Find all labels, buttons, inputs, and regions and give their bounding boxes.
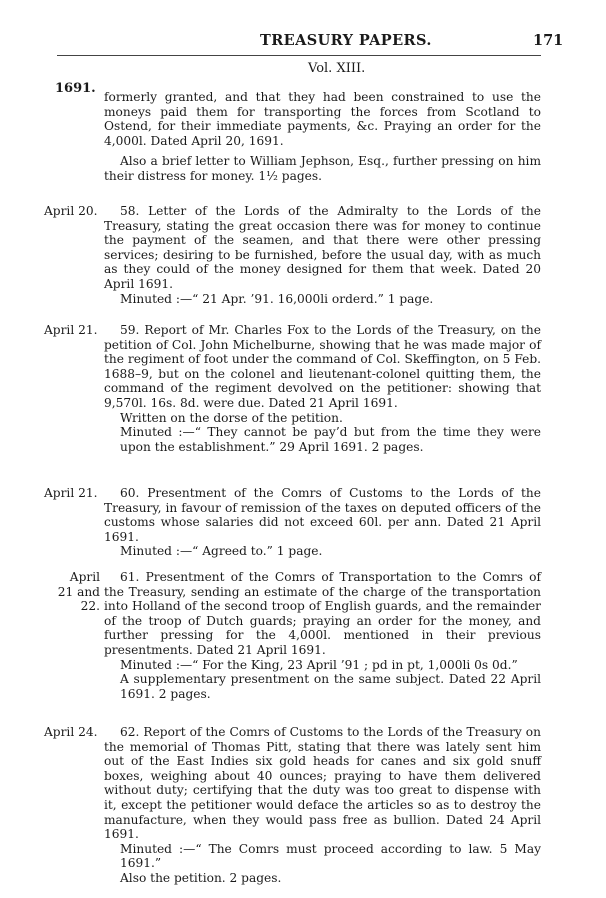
entry-text: 58. Letter of the Lords of the Admiralty to the Lords of the Treasury, stating the great occasion there was for money to continue the payment of the seamen, and that there were other pressing services; desiring to be furnished, before the usual day, with as much as they could of the money designed for them that week. Dated 20 April 1691.	[104, 204, 541, 291]
entry-59	[104, 323, 541, 454]
entry-61	[104, 570, 541, 701]
entry-text: 61. Presentment of the Comrs of Transportation to the Comrs of the Treasury, sending an estimate of the charge of the transportation into Holland of the second troop of English guards, and the remainder of the troop of Dutch guards; praying an order for the money, and further pressing for the 4,000l. mentioned in their previous presentments. Dated 21 April 1691.	[104, 570, 541, 657]
entry-date-line-2: 21 and 22.	[57, 584, 100, 614]
entry-date: April 24.	[44, 725, 98, 739]
entry-date	[44, 570, 104, 614]
year-marginal: 1691.	[55, 81, 96, 96]
entry-minute: Minuted :—“ The Comrs must proceed according to law. 5 May 1691.”	[120, 841, 541, 871]
entry-58	[104, 204, 541, 306]
entry-date: April 21.	[44, 486, 98, 500]
entry-minute: Minuted :—“ 21 Apr. ’91. 16,000li orderd.” 1 page.	[120, 291, 434, 306]
entry-text: 60. Presentment of the Comrs of Customs to the Lords of the Treasury, in favour of remission of the taxes on deputed officers of the customs whose salaries did not exceed 60l. per ann. Dated 21 April 1691.	[104, 486, 541, 544]
entry-date: April 20.	[44, 204, 98, 218]
entry-text: 62. Report of the Comrs of Customs to the Lords of the Treasury on the memorial of Thomas Pitt, stating that there was lately sent him out of the East Indies six gold heads for canes and six gold snuff boxes, weighing about 40 ounces; praying to have them delivered without duty; certifying that the duty was too great to dispense with it, except the petitioner would deface the articles so as to destroy the manufacture, when they would pass free as bullion. Dated 24 April 1691.	[104, 725, 541, 842]
page-number: 171	[533, 32, 564, 49]
running-header-title: TREASURY PAPERS.	[260, 32, 432, 49]
entry-minute: Minuted :—“ Agreed to.” 1 page.	[120, 544, 323, 559]
header-rule	[57, 55, 541, 56]
entry-62	[104, 725, 541, 886]
entry-minute: Minuted :—“ They cannot be pay’d but from the time they were upon the establishment.” 29 April 1691. 2 pages.	[120, 425, 541, 454]
entry-date-line-1: April	[69, 570, 100, 584]
intro-paragraph-1: formerly granted, and that they had been constrained to use the moneys paid them for transporting the forces from Scotland to Ostend, for their immediate payments, &c. Praying an order for the 4,000l. Dated April 20, 1691.	[104, 90, 541, 148]
volume-heading: Vol. XIII.	[308, 61, 366, 76]
intro-block	[104, 90, 541, 184]
entry-60	[104, 486, 541, 559]
intro-paragraph-2: Also a brief letter to William Jephson, Esq., further pressing on him their distress for money. 1½ pages.	[104, 154, 541, 183]
entry-extra: Also the petition. 2 pages.	[120, 870, 282, 885]
entry-minute: Minuted :—“ For the King, 23 April ’91 ; pd in pt, 1,000li 0s 0d.”	[120, 657, 518, 672]
entry-extra: A supplementary presentment on the same subject. Dated 22 April 1691. 2 pages.	[120, 672, 541, 701]
entry-date: April 21.	[44, 323, 98, 337]
entry-extra: Written on the dorse of the petition.	[120, 410, 343, 425]
entry-text: 59. Report of Mr. Charles Fox to the Lords of the Treasury, on the petition of Col. John Michelburne, showing that he was made major of the regiment of foot under the command of Col. Skeffington, on 5 Feb. 1688–9, but on the colonel and lieutenant-colonel quitting them, the command of the regiment devolved on the petitioner: showing that 9,570l. 16s. 8d. were due. Dated 21 April 1691.	[104, 323, 541, 410]
